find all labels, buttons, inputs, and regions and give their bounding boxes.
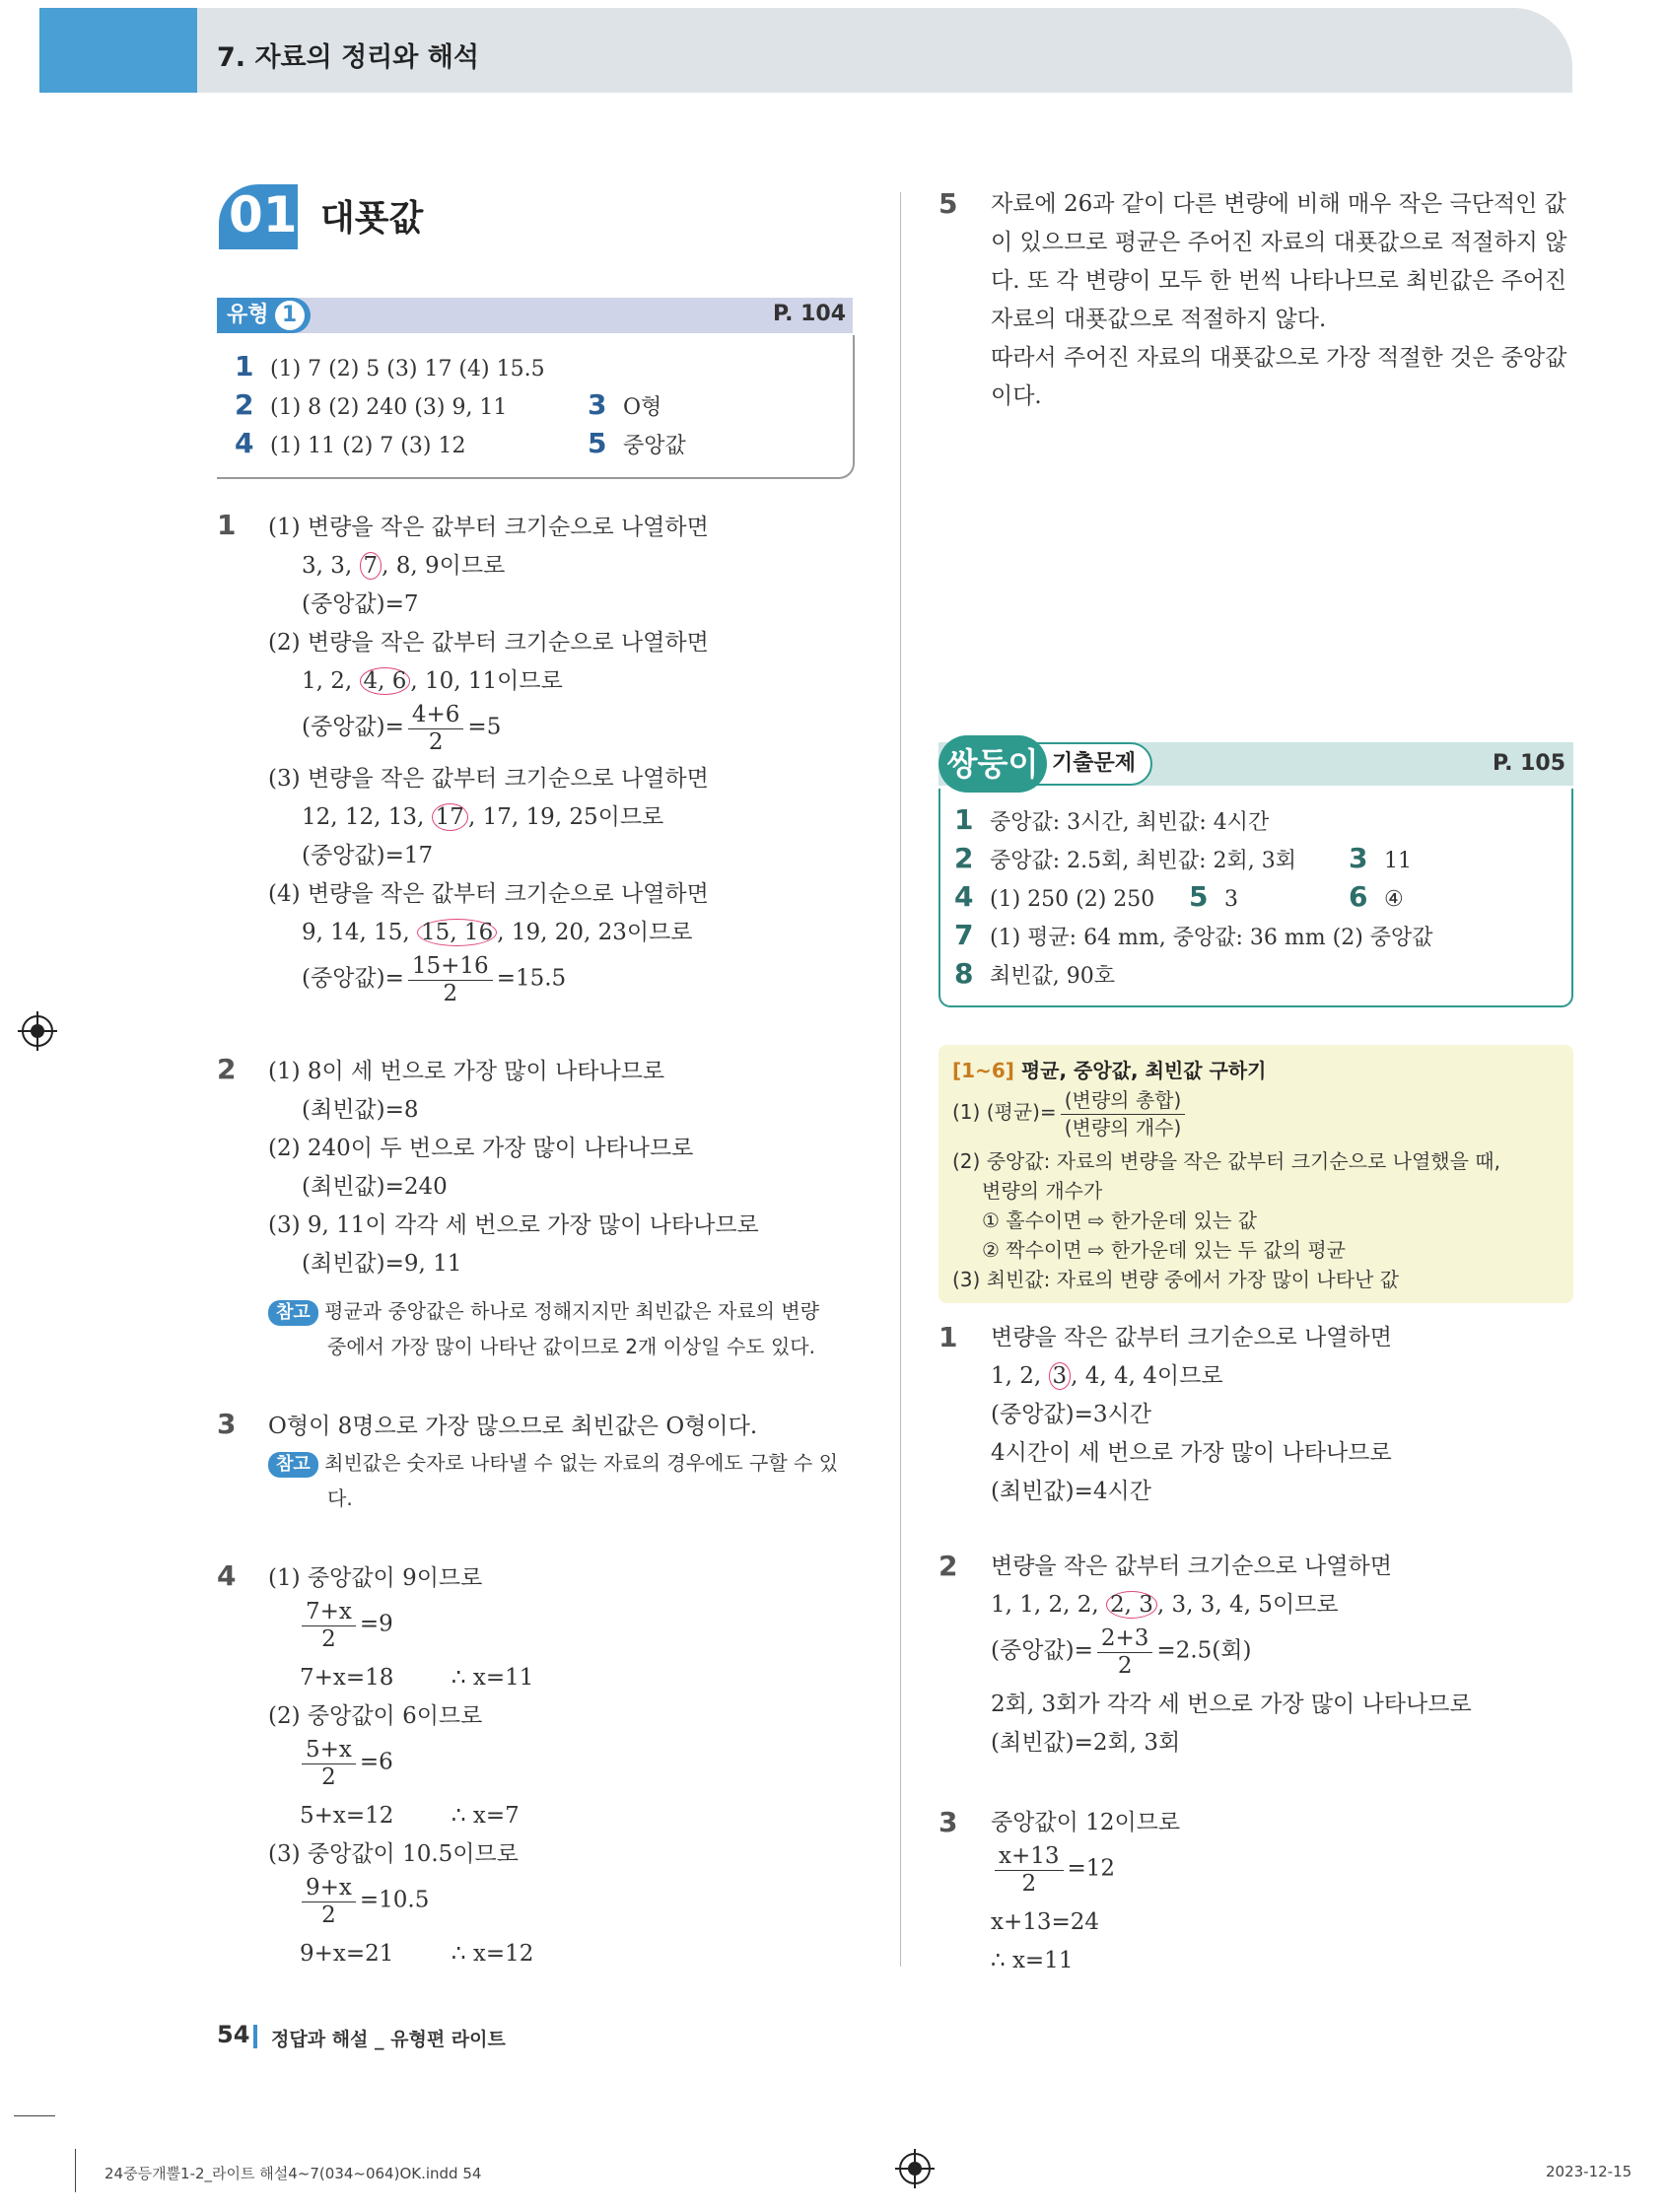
footer-divider xyxy=(253,2025,257,2048)
type-page-ref: P. 104 xyxy=(773,302,847,326)
chapter-header-accent xyxy=(39,8,197,93)
crop-mark xyxy=(75,2149,76,2192)
crop-mark xyxy=(14,2115,55,2116)
section-number-badge: 01 xyxy=(219,184,298,249)
question-number: 2 xyxy=(217,1053,237,1085)
tip-line: ① 홀수이면 ⇨ 한가운데 있는 값 xyxy=(982,1209,1257,1232)
question-number: 1 xyxy=(938,1321,958,1353)
twin-solution-2: 변량을 작은 값부터 크기순으로 나열하면 1, 1, 2, 2, 2, 3 , 3, 3, 4, 5이므로 (중앙값)= $\frac{2+3}{2}$ =2.5(회) 2회, 3회가 각각 세 번으로 가장 많이 나타나므로 (최빈값)=2회, 3회 xyxy=(991,1554,1472,1756)
registration-mark-icon xyxy=(22,1015,53,1047)
twin-row: 7 (1) 평균: 64 mm, 중앙값: 36 mm (2) 중앙값 xyxy=(954,919,1433,951)
twin-solution-1: 변량을 작은 값부터 크기순으로 나열하면 1, 2, 3 , 4, 4, 4이므로 (중앙값)=3시간 4시간이 세 번으로 가장 많이 나타나므로 (최빈값)=4시간 xyxy=(991,1325,1392,1504)
slug-file: 24중등개뿔1-2_라이트 해설4~7(034~064)OK.indd 54 xyxy=(104,2165,482,2182)
note-label: 참고 xyxy=(268,1300,318,1326)
twin-page-ref: P. 105 xyxy=(1493,751,1566,776)
tip-line: (2) 중앙값: 자료의 변량을 작은 값부터 크기순으로 나열했을 때, xyxy=(952,1149,1500,1173)
question-number: 2 xyxy=(938,1550,958,1582)
tip-line: 변량의 개수가 xyxy=(982,1179,1103,1203)
answer-row: 5 중앙값 xyxy=(588,427,686,459)
note-3: 참고 최빈값은 숫자로 나타낼 수 없는 자료의 경우에도 구할 수 있 다. xyxy=(268,1445,838,1516)
twin-row: 1 중앙값: 3시간, 최빈값: 4시간 xyxy=(954,803,1270,836)
tip-title: [1~6] 평균, 중앙값, 최빈값 구하기 xyxy=(952,1059,1267,1082)
chapter-title: 7. 자료의 정리와 해석 xyxy=(217,42,479,73)
solution-2: (1) 8이 세 번으로 가장 많이 나타나므로 (최빈값)=8 (2) 240이 두 번으로 가장 많이 나타나므로 (최빈값)=240 (3) 9, 11이 각각 세 번으로 가장 많이 나타나므로 (최빈값)=9, 11 xyxy=(268,1059,759,1277)
solution-5: 자료에 26과 같이 다른 변량에 비해 매우 작은 극단적인 값 이 있으므로 평균은 주어진 자료의 대푯값으로 적절하지 않 다. 또 각 변량이 모두 한 번씩 나타나므로 최빈값은 주어진 자료의 대푯값으로 적절하지 않다. 따라서 주어진 자료의 대푯값으로 가장 적절한 것은 중앙값 이다. xyxy=(991,191,1567,409)
twin-row: 5 3 xyxy=(1189,880,1238,913)
slug-date: 2023-12-15 xyxy=(1546,2163,1633,2180)
answer-row: 2 (1) 8 (2) 240 (3) 9, 11 xyxy=(235,388,508,421)
question-number: 4 xyxy=(217,1559,237,1592)
note-2: 참고 평균과 중앙값은 하나로 정해지지만 최빈값은 자료의 변량 중에서 가장 많이 나타난 값이므로 2개 이상일 수도 있다. xyxy=(268,1293,819,1364)
question-number: 1 xyxy=(217,509,237,541)
twin-row: 8 최빈값, 90호 xyxy=(954,957,1115,990)
question-number: 3 xyxy=(938,1806,958,1838)
page-number: 54 xyxy=(217,2021,250,2048)
solution-4: (1) 중앙값이 9이므로 $\frac{7+x}{2}$ =9 7+x=18 ∴ x=11 (2) 중앙값이 6이므로 $\frac{5+x}{2}$ =6 5+x=12 ∴ x=7 (3) 중앙값이 10.5이므로 $\frac{9+x}{2}$ =10.5 9+x=21 ∴ x=12 xyxy=(268,1565,534,1967)
twin-row: 2 중앙값: 2.5회, 최빈값: 2회, 3회 xyxy=(954,842,1297,874)
type-header-bar xyxy=(217,298,853,333)
tip-line: (1) (평균)= $\frac{\text{(변량의 총합)}}{\text{(변량의 개수)}}$ xyxy=(952,1086,1189,1141)
footer-title: 정답과 해설 _ 유형편 라이트 xyxy=(271,2029,506,2050)
tip-line: (3) 최빈값: 자료의 변량 중에서 가장 많이 나타난 값 xyxy=(952,1268,1400,1291)
twin-tag: 기출문제 xyxy=(1035,742,1152,786)
question-number: 5 xyxy=(938,187,958,220)
solution-1: (1) 변량을 작은 값부터 크기순으로 나열하면 3, 3, 7 , 8, 9이므로 (중앙값)=7 (2) 변량을 작은 값부터 크기순으로 나열하면 1, 2, 4, 6 , 10, 11이므로 (중앙값)= $\frac{4+6}{2}$ =5 (3) 변량을 작은 값부터 크기순으로 나열하면 12, 12, 13, 17 , 17, 19, 25이므로 (중앙값)=17 (4) 변량을 작은 값부터 크기순으로 나열하면 9, 14, 15, 15, 16 , 19, 20, 23이므로 (중앙값)= $\frac{15+16}{2}$ =15.5 xyxy=(268,515,709,1006)
answer-row: 4 (1) 11 (2) 7 (3) 12 xyxy=(235,427,466,459)
twin-row: 3 11 xyxy=(1349,842,1412,874)
section-title: 대푯값 xyxy=(320,198,424,239)
type-label: 유형 1 xyxy=(217,298,311,333)
answer-row: 1 (1) 7 (2) 5 (3) 17 (4) 15.5 xyxy=(235,350,545,382)
solution-3: O형이 8명으로 가장 많으므로 최빈값은 O형이다. xyxy=(268,1414,758,1439)
answer-row: 3 O형 xyxy=(588,388,662,421)
twin-row: 4 (1) 250 (2) 250 xyxy=(954,880,1155,913)
tip-line: ② 짝수이면 ⇨ 한가운데 있는 두 값의 평균 xyxy=(982,1238,1346,1262)
twin-solution-3: 중앙값이 12이므로 $\frac{x+13}{2}$ =12 x+13=24 ∴ x=11 xyxy=(991,1810,1181,1973)
twin-row: 6 ④ xyxy=(1349,880,1404,913)
question-number: 3 xyxy=(217,1408,237,1440)
twin-label: 쌍둥이 xyxy=(938,735,1047,793)
note-label: 참고 xyxy=(268,1452,318,1478)
registration-mark-icon xyxy=(899,2153,931,2184)
column-divider xyxy=(900,192,901,1967)
